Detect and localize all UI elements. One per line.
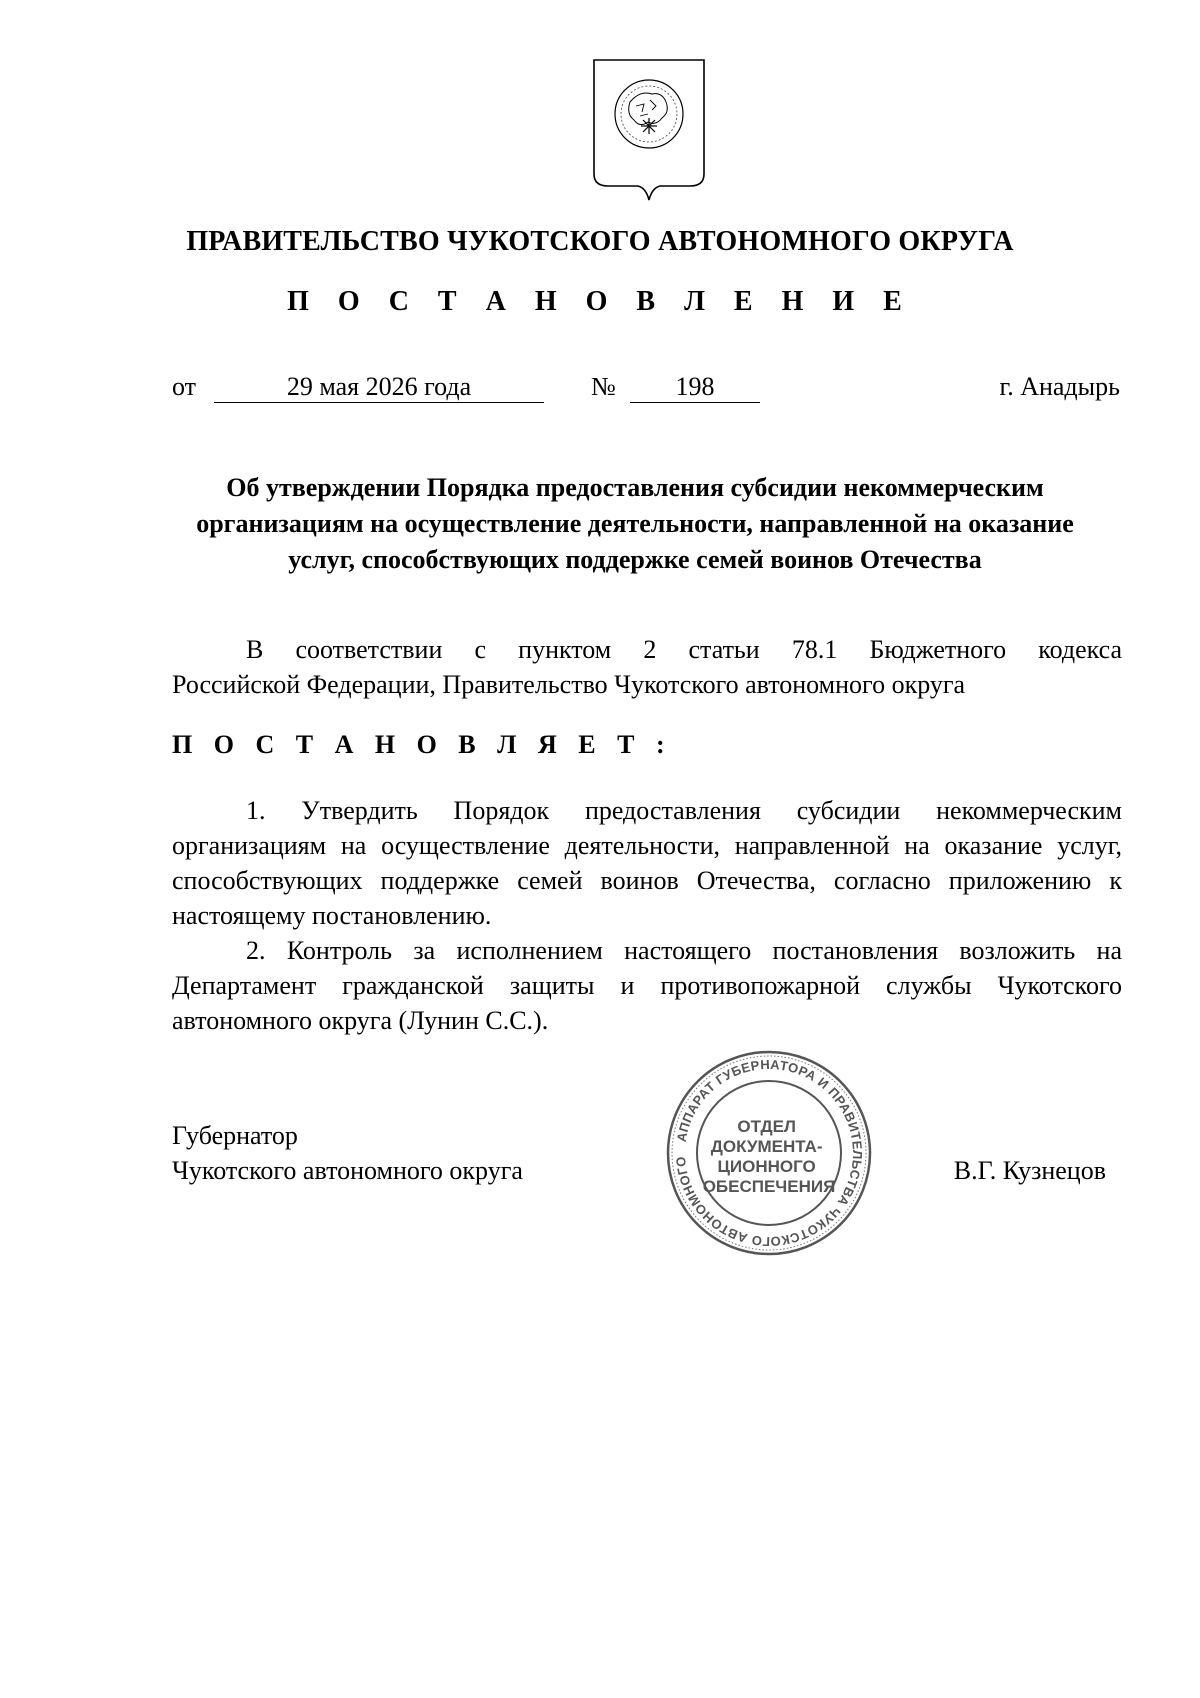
preamble bbox=[172, 632, 1122, 702]
item-1 bbox=[172, 793, 1122, 933]
place-of-issue: г. Анадырь bbox=[999, 372, 1120, 401]
svg-text:ОТДЕЛ ДОКУМЕНТА- Ц: ОТДЕЛ ДОКУМЕНТА- ЦИОННОГО ОБЕСПЕЧЕНИЯ bbox=[702, 1117, 836, 1196]
document-number: 198 bbox=[630, 372, 760, 403]
decision-items bbox=[172, 793, 1122, 1038]
subject-line-3: услуг, способствующих поддержке семей воинов Отечества bbox=[288, 545, 982, 574]
preamble-line-2: Российской Федерации, Правительство Чукотского автономного округа bbox=[172, 670, 966, 699]
item-2 bbox=[172, 933, 1122, 1038]
coat-of-arms-icon bbox=[590, 56, 708, 208]
document-subject bbox=[140, 470, 1130, 578]
official-stamp bbox=[664, 1048, 874, 1258]
decree-word: П О С Т А Н О В Л Я Е Т : bbox=[172, 730, 673, 759]
signatory-title-2: Чукотского автономного округа bbox=[172, 1156, 523, 1185]
subject-line-1: Об утверждении Порядка предоставления субсидии некоммерческим bbox=[226, 473, 1044, 502]
subject-line-2: организациям на осуществление деятельности, направленной на оказание bbox=[196, 509, 1074, 538]
item-2-first-line: 2. Контроль за исполнением настоящего постановления возложить на bbox=[246, 936, 1122, 965]
document-date: 29 мая 2026 года bbox=[214, 372, 544, 403]
number-label: № bbox=[591, 372, 616, 401]
preamble-line-1: В соответствии с пунктом 2 статьи 78.1 Бюджетного кодекса bbox=[246, 635, 1122, 664]
document-type: П О С Т А Н О В Л Е Н И Е bbox=[287, 286, 913, 317]
signatory-name: В.Г. Кузнецов bbox=[953, 1156, 1106, 1185]
item-2-text: Департамент гражданской защиты и противопожарной службы Чукотского автономного округа (Лунин С.С.). bbox=[172, 971, 1122, 1035]
from-label: от bbox=[172, 372, 197, 401]
signatory-title-1: Губернатор bbox=[172, 1121, 298, 1150]
item-1-first-line: 1. Утвердить Порядок предоставления субсидии некоммерческим bbox=[246, 796, 1122, 825]
svg-text:АППАРАТ ГУБЕРНАТОРА И ПРАВИТЕЛ: АППАРАТ ГУБЕРНАТОРА И ПРАВИТЕЛЬСТВА ЧУКОТСКОГО АВТОНОМНОГО bbox=[672, 1056, 866, 1250]
government-name: ПРАВИТЕЛЬСТВО ЧУКОТСКОГО АВТОНОМНОГО ОКРУГА bbox=[186, 226, 1014, 257]
item-1-text: организациям на осуществление деятельности, направленной на оказание услуг, способствующих поддержке семей воинов Отечества, согласно приложению к настоящему постановлению. bbox=[172, 831, 1122, 930]
